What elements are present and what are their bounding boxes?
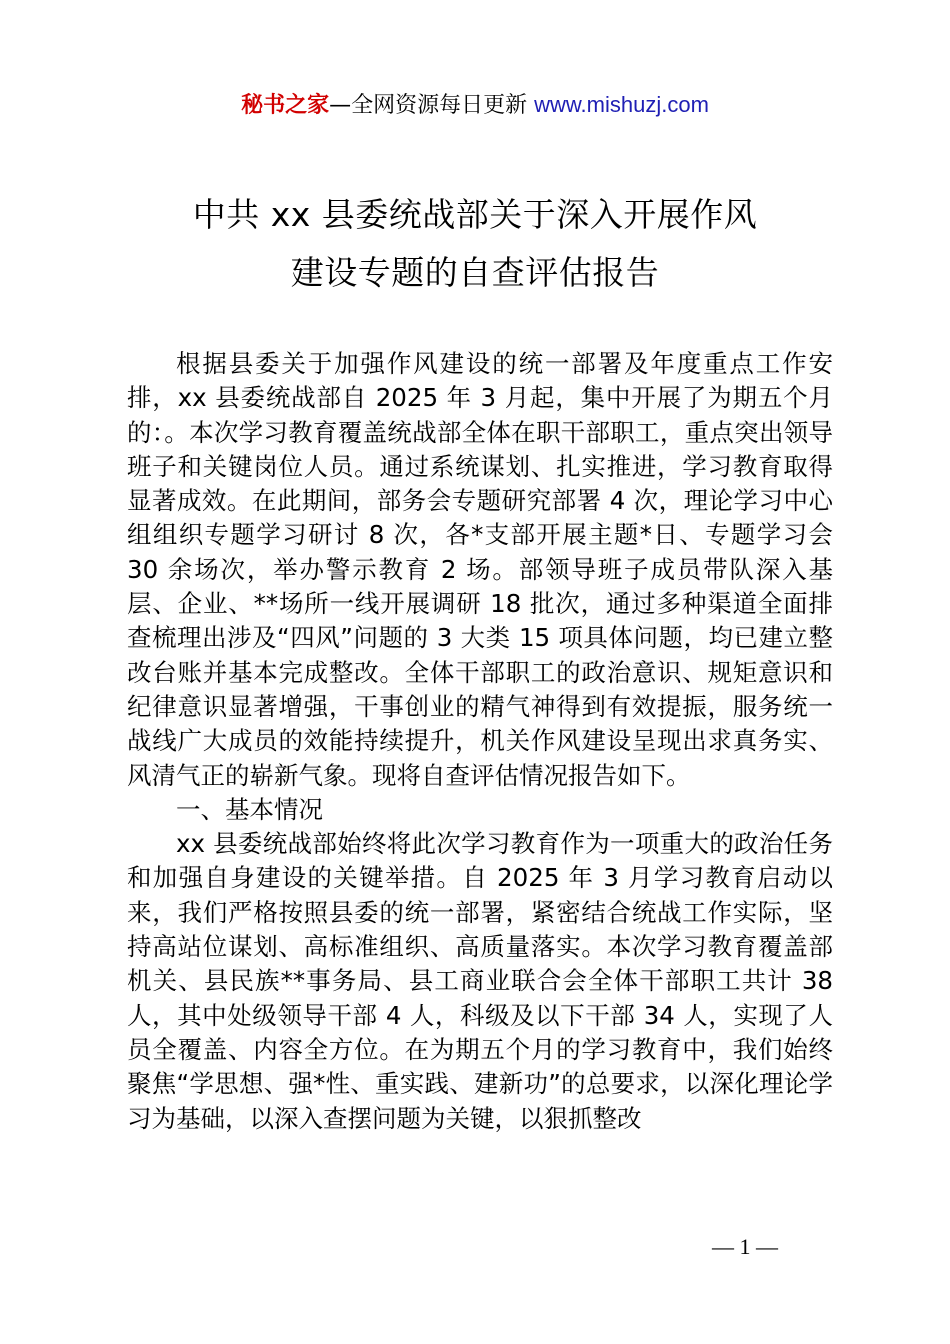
site-url-link[interactable]: www.mishuzj.com [534, 92, 709, 117]
document-body [127, 347, 833, 1136]
body-paragraph: xx 县委统战部始终将此次学习教育作为一项重大的政治任务和加强自身建设的关键举措。自 2025 年 3 月学习教育启动以来，我们严格按照县委的统一部署，紧密结合统战工作实际，坚持高站位谋划、高标准组织、高质量落实。本次学习教育覆盖部机关、县民族**事务局、县工商业联合会全体干部职工共计 38 人，其中处级领导干部 4 人，科级及以下干部 34 人，实现了人员全覆盖、内容全方位。在为期五个月的学习教育中，我们始终聚焦“学思想、强*性、重实践、建新功”的总要求，以深化理论学习为基础，以深入查摆问题为关键，以狠抓整改 [127, 829, 833, 1133]
title-line-1: 中共 xx 县委统战部关于深入开展作风 [192, 195, 758, 234]
title-line-2: 建设专题的自查评估报告 [290, 253, 660, 292]
intro-paragraph: 根据县委关于加强作风建设的统一部署及年度重点工作安排，xx 县委统战部自 2025 年 3 月起，集中开展了为期五个月的：。本次学习教育覆盖统战部全体在职干部职工，重点突出领导班子和关键岗位人员。通过系统谋划、扎实推进，学习教育取得显著成效。在此期间，部务会专题研究部署 4 次，理论学习中心组组织专题学习研讨 8 次，各*支部开展主题*日、专题学习会 30 余场次，举办警示教育 2 场。部领导班子成员带队深入基层、企业、**场所一线开展调研 18 批次，通过多种渠道全面排查梳理出涉及“四风”问题的 3 大类 15 项具体问题，均已建立整改台账并基本完成整改。全体干部职工的政治意识、规矩意识和纪律意识显著增强，干事创业的精气神得到有效提振，服务统一战线广大成员的效能持续提升，机关作风建设呈现出求真务实、风清气正的崭新气象。现将自查评估情况报告如下。 [127, 349, 833, 790]
source-banner [0, 88, 950, 123]
site-tagline: —全网资源每日更新 [329, 93, 535, 118]
document-title [0, 186, 950, 302]
page-number: — 1 — [712, 1234, 778, 1259]
section-heading: 一、基本情况 [176, 794, 323, 824]
site-brand: 秘书之家 [241, 93, 330, 118]
